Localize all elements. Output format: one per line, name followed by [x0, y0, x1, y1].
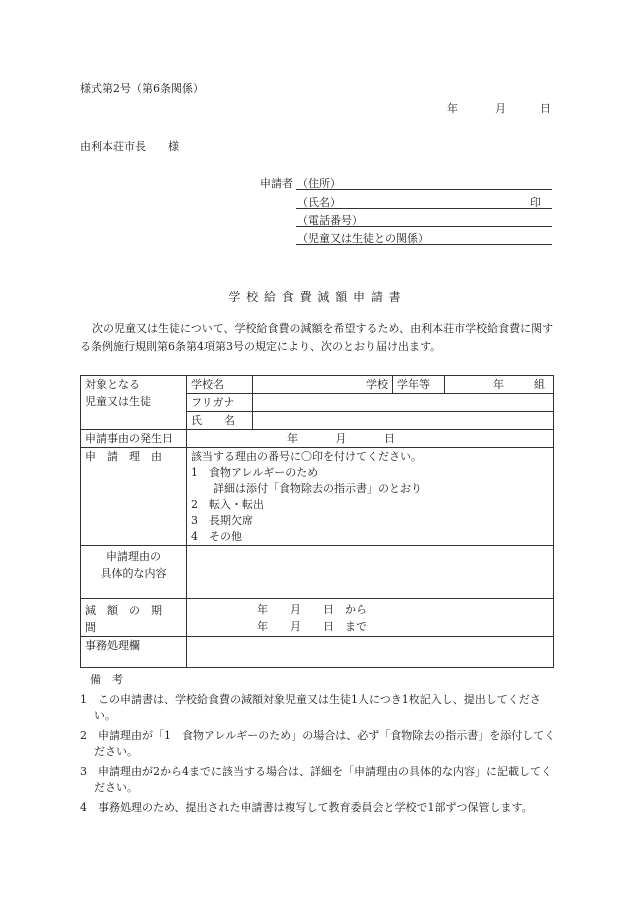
address-line[interactable] [296, 189, 552, 190]
detail-label [81, 546, 187, 599]
furigana-label: フリガナ [187, 394, 253, 412]
reason-option-1-detail: 詳細は添付「食物除去の指示書」のとおり [191, 482, 422, 495]
reason-options[interactable] [187, 448, 554, 546]
date-month: 月 [495, 102, 506, 115]
document-title: 学 校 給 食 費 減 額 申 請 書 [228, 290, 402, 304]
addressee: 由利本荘市長 様 [80, 140, 179, 153]
reason-option-4[interactable]: 4 その他 [191, 530, 242, 543]
period-input[interactable] [187, 599, 554, 637]
furigana-input[interactable] [253, 394, 554, 412]
school-name-input[interactable]: 学校 [253, 376, 393, 394]
date-day: 日 [540, 102, 551, 115]
occurrence-label: 申請事由の発生日 [81, 430, 187, 448]
target-label-line1: 対象となる [85, 378, 140, 391]
school-name-label: 学校名 [187, 376, 253, 394]
office-use-label: 事務処理欄 [81, 637, 187, 668]
office-use-field [187, 637, 554, 668]
note-item: 3 申請理由が2から4までに該当する場合は、詳細を「申請理由の具体的な内容」に記載してください。 [80, 765, 552, 794]
applicant-label: 申請者 [260, 177, 293, 190]
reason-option-2[interactable]: 2 転入・転出 [191, 498, 264, 511]
address-field-label: （住所） [297, 177, 341, 190]
notes-heading: 備 考 [90, 673, 123, 686]
reason-option-1[interactable]: 1 食物アレルギーのため [191, 466, 319, 479]
note-item: 1 この申請書は、学校給食費の減額対象児童又は生徒1人につき1枚記入し、提出してください。 [80, 693, 541, 722]
period-from: 年 月 日 から [257, 603, 367, 616]
period-to: 年 月 日 まで [257, 620, 367, 633]
grade-input[interactable]: 年 組 [445, 376, 554, 394]
target-label-line2: 児童又は生徒 [85, 395, 151, 408]
detail-label-line2: 具体的な内容 [100, 567, 167, 580]
relation-line[interactable] [296, 244, 552, 245]
intro-text: 次の児童又は生徒について、学校給食費の減額を希望するため、由利本荘市学校給食費に関する条例施行規則第6条第4項第3号の規定により、次のとおり届け出ます。 [80, 322, 554, 353]
grade-label: 学年等 [393, 376, 445, 394]
notes-section [80, 672, 560, 820]
seal-mark: 印 [530, 196, 541, 209]
detail-label-line1: 申請理由の [106, 550, 161, 563]
target-label-cell [81, 376, 187, 430]
form-number: 様式第2号（第6条関係） [80, 82, 204, 95]
date-year: 年 [447, 102, 458, 115]
reason-label: 申 請 理 由 [81, 448, 187, 546]
application-table [80, 375, 554, 668]
relation-field-label: （児童又は生徒との関係） [297, 232, 429, 245]
student-name-input[interactable] [253, 412, 554, 430]
period-label: 減 額 の 期 間 [81, 599, 187, 637]
reason-option-3[interactable]: 3 長期欠席 [191, 514, 253, 527]
student-name-label: 氏 名 [187, 412, 253, 430]
occurrence-date-input[interactable]: 年 月 日 [187, 430, 554, 448]
phone-line[interactable] [296, 226, 552, 227]
reason-instruction: 該当する理由の番号に〇印を付けてください。 [191, 450, 422, 463]
phone-field-label: （電話番号） [297, 214, 363, 227]
name-line[interactable] [296, 208, 552, 209]
name-field-label: （氏名） [297, 196, 341, 209]
note-item: 2 申請理由が「1 食物アレルギーのため」の場合は、必ず「食物除去の指示書」を添付してください。 [80, 729, 556, 758]
detail-input[interactable] [187, 546, 554, 599]
note-item: 4 事務処理のため、提出された申請書は複写して教育委員会と学校で1部ずつ保管します。 [80, 801, 533, 814]
